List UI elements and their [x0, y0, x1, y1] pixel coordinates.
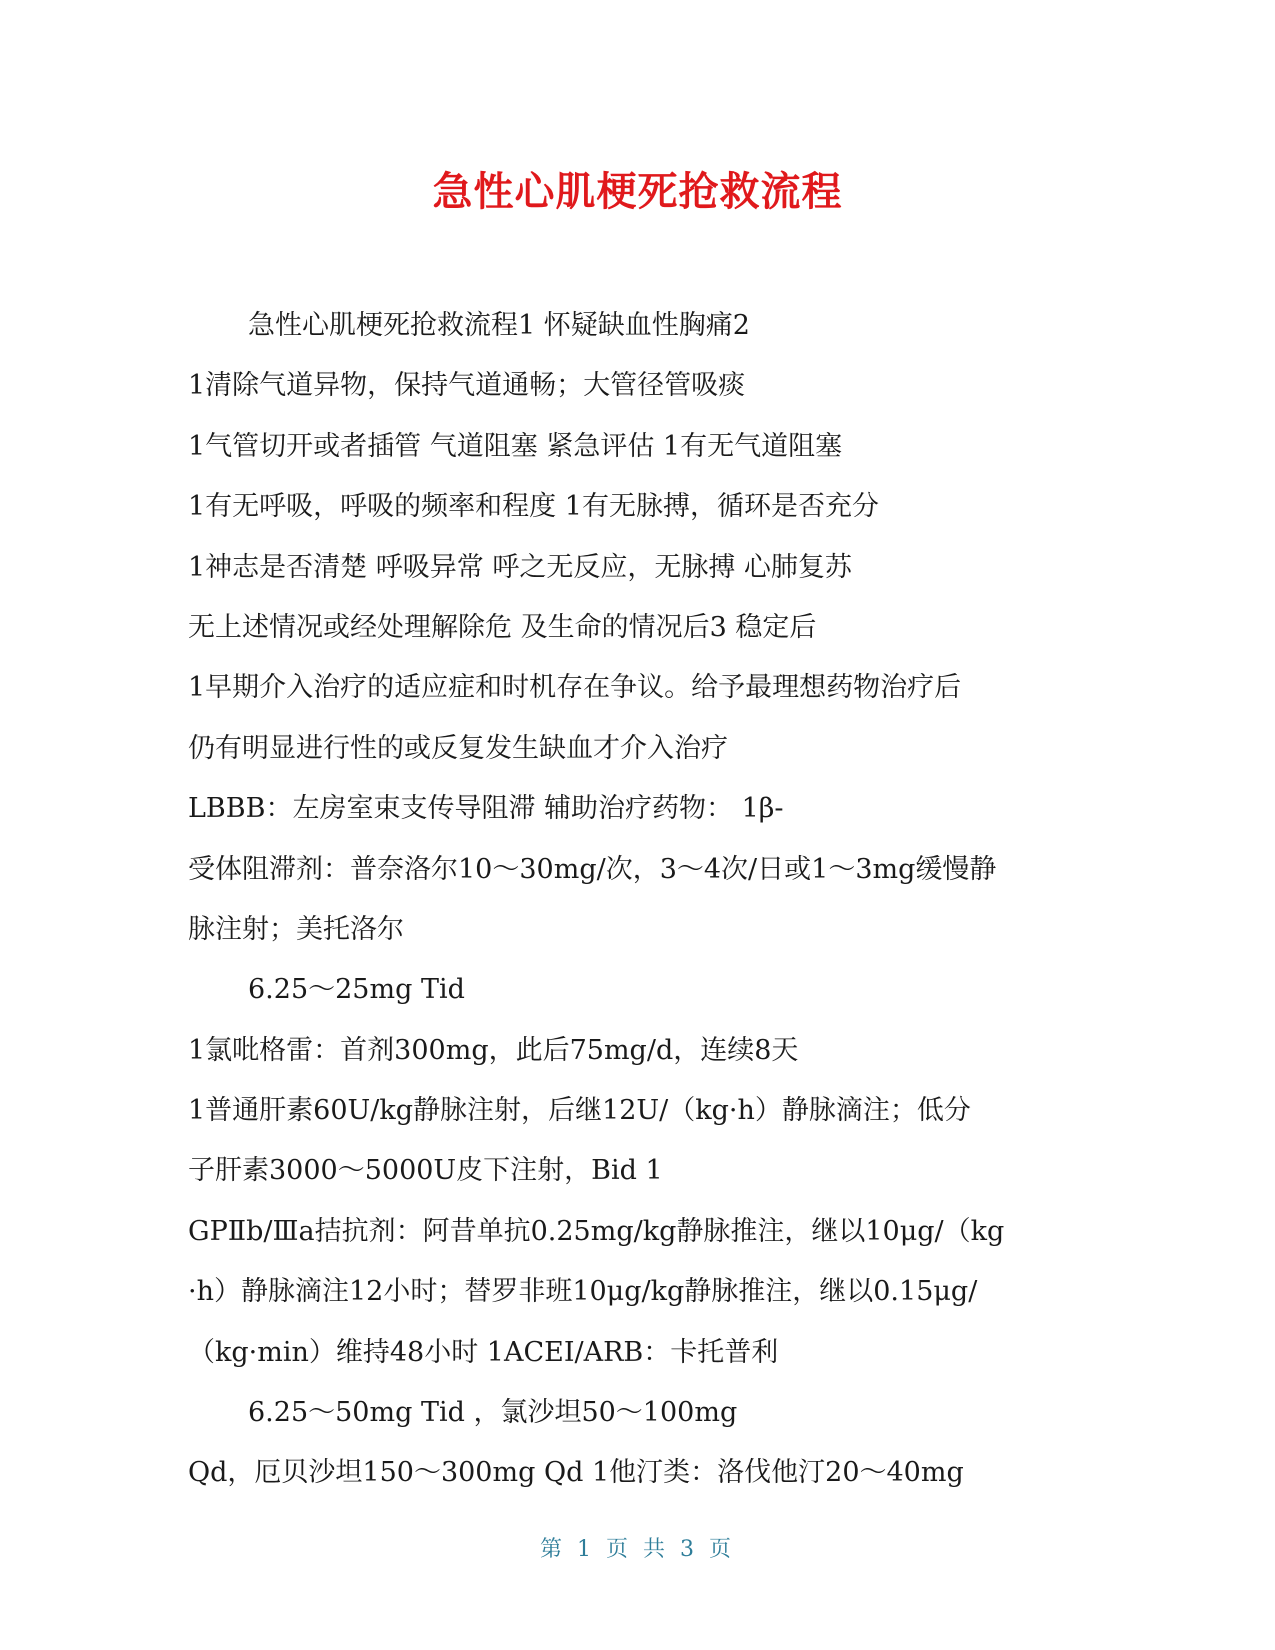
body-line: 子肝素3000～5000U皮下注射，Bid 1 — [188, 1155, 663, 1187]
body-line: Qd，厄贝沙坦150～300mg Qd 1他汀类：洛伐他汀20～40mg — [188, 1457, 964, 1489]
body-line: 1清除气道异物，保持气道通畅；大管径管吸痰 — [188, 370, 746, 402]
body-line: 1早期介入治疗的适应症和时机存在争议。给予最理想药物治疗后 — [188, 672, 962, 704]
body-line: 急性心肌梗死抢救流程1 怀疑缺血性胸痛2 — [248, 310, 750, 341]
body-line: 6.25～50mg Tid ，氯沙坦50～100mg — [248, 1397, 738, 1429]
body-line: 1神志是否清楚 呼吸异常 呼之无反应，无脉搏 心肺复苏 — [188, 551, 852, 583]
page-footer: 第 1 页 共 3 页 — [540, 1537, 735, 1562]
document-title: 急性心肌梗死抢救流程 — [432, 169, 843, 215]
body-line: 仍有明显进行性的或反复发生缺血才介入治疗 — [188, 732, 728, 764]
body-line: 1有无呼吸，呼吸的频率和程度 1有无脉搏，循环是否充分 — [188, 491, 879, 523]
body-line: 1气管切开或者插管 气道阻塞 紧急评估 1有无气道阻塞 — [188, 430, 843, 462]
body-line: LBBB：左房室束支传导阻滞 辅助治疗药物： 1β- — [188, 793, 784, 825]
body-line: 1普通肝素60U/kg静脉注射，后继12U/（kg·h）静脉滴注；低分 — [188, 1095, 971, 1127]
document-body — [188, 296, 1088, 1504]
body-line: GPⅡb/Ⅲa拮抗剂：阿昔单抗0.25mg/kg静脉推注，继以10μg/（kg — [188, 1215, 1005, 1247]
body-line: 6.25～25mg Tid — [248, 974, 465, 1006]
body-line: ·h）静脉滴注12小时；替罗非班10μg/kg静脉推注，继以0.15μg/ — [188, 1276, 978, 1308]
body-line: 脉注射；美托洛尔 — [188, 913, 404, 945]
body-line: 受体阻滞剂：普奈洛尔10～30mg/次，3～4次/日或1～3mg缓慢静 — [188, 853, 997, 885]
body-line: （kg·min）维持48小时 1ACEI/ARB：卡托普利 — [188, 1336, 779, 1368]
body-line: 无上述情况或经处理解除危 及生命的情况后3 稳定后 — [188, 611, 817, 643]
body-line: 1氯吡格雷：首剂300mg，此后75mg/d，连续8天 — [188, 1034, 799, 1066]
